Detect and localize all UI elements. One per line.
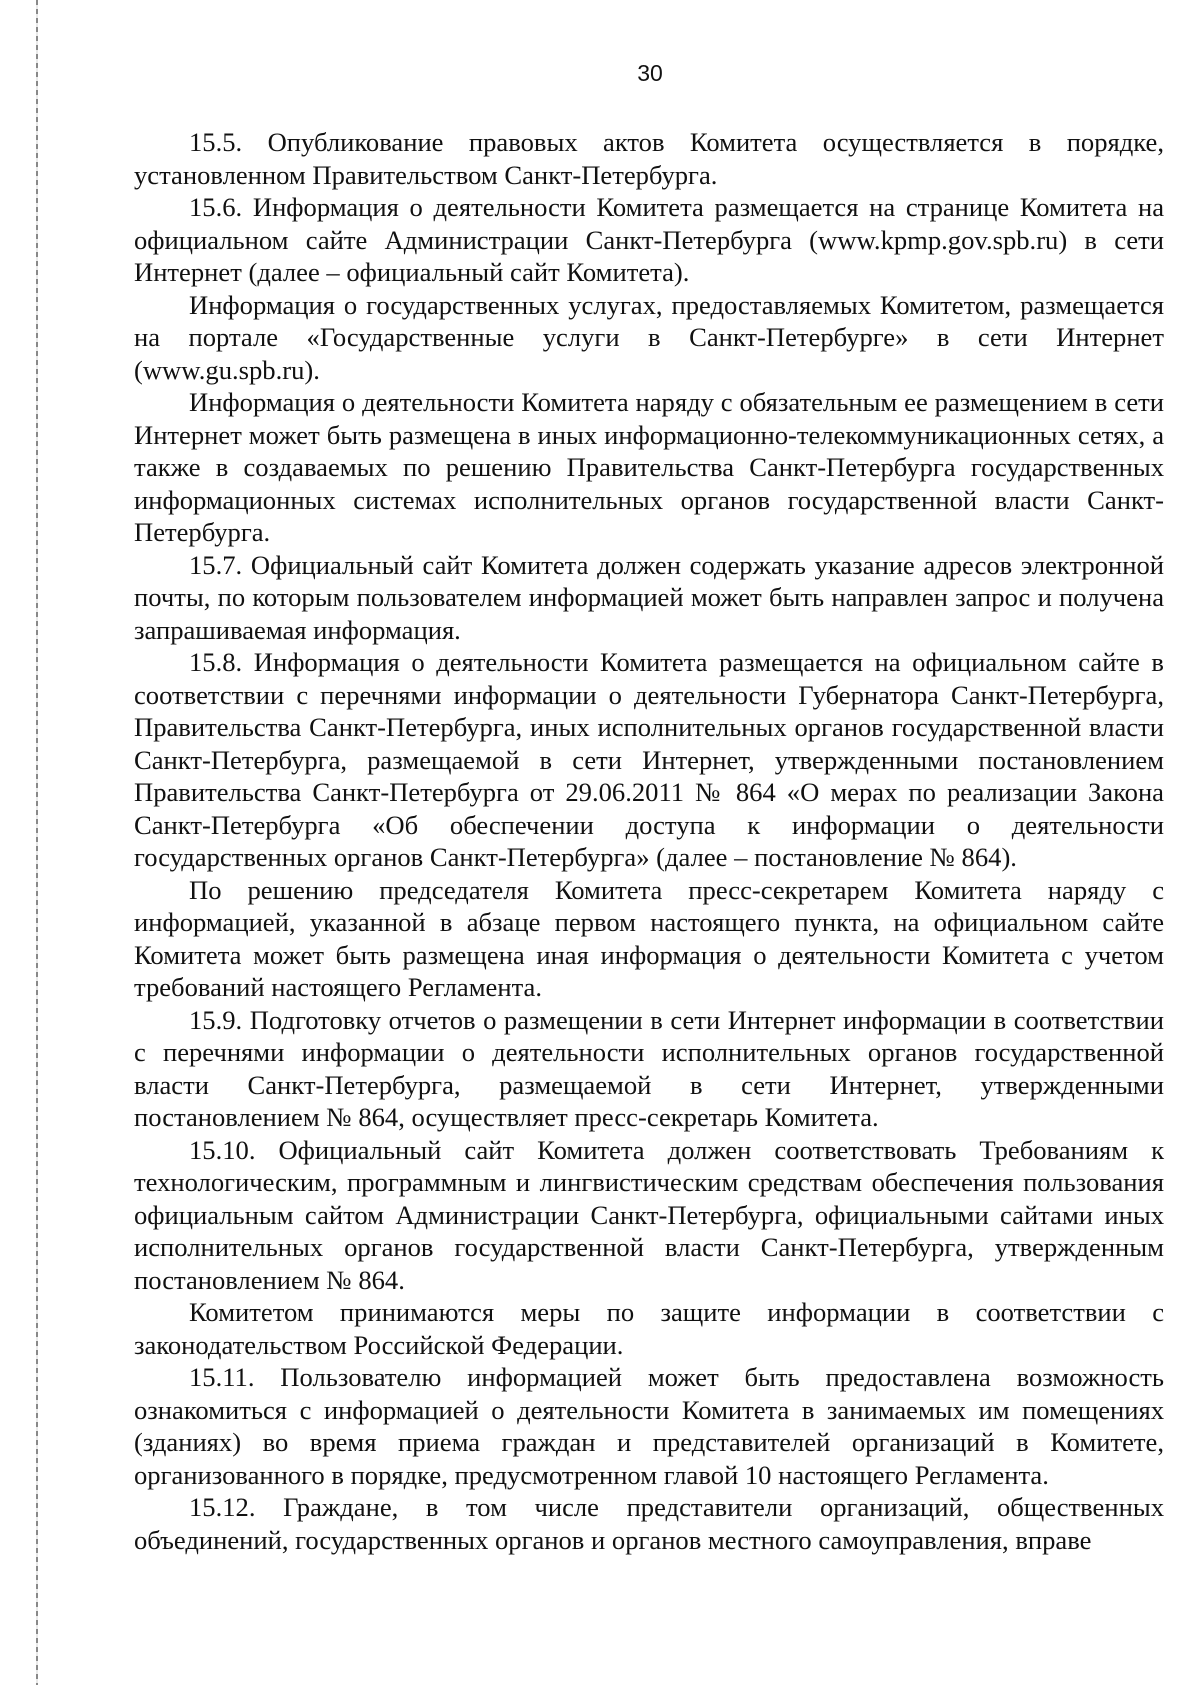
paragraph-15-12: 15.12. Граждане, в том числе представители организаций, общественных объединений, государственных органов и органов местного самоуправления, вправе [134, 1492, 1164, 1555]
paragraph-15-10: 15.10. Официальный сайт Комитета должен соответствовать Требованиям к технологическим, программным и лингвистическим средствам обеспечения пользования официальным сайтом Администрации Санкт-Петербурга, официальными сайтами иных исполнительных органов государственной власти Санкт-Петербурга, утвержденным постановлением № 864. [134, 1134, 1164, 1295]
paragraph-public-services-info: Информация о государственных услугах, предоставляемых Комитетом, размещается на портале «Государственные услуги в Санкт-Петербурге» в сети Интернет (www.gu.spb.ru). [134, 289, 1164, 385]
paragraph-15-8: 15.8. Информация о деятельности Комитета размещается на официальном сайте в соответствии с перечнями информации о деятельности Губернатора Санкт-Петербурга, Правительства Санкт-Петербурга, иных исполнительных органов государственной власти Санкт-Петербурга, размещаемой в сети Интернет, утвержденными постановлением Правительства Санкт-Петербурга от 29.06.2011 № 864 «О мерах по реализации Закона Санкт-Петербурга «Об обеспечении доступа к информации о деятельности государственных органов Санкт-Петербурга» (далее – постановление № 864). [134, 647, 1164, 872]
paragraph-15-9: 15.9. Подготовку отчетов о размещении в сети Интернет информации в соответствии с перечнями информации о деятельности исполнительных органов государственной власти Санкт-Петербурга, размещаемой в сети Интернет, утвержденными постановлением № 864, осуществляет пресс-секретарь Комитета. [134, 1004, 1164, 1132]
page-number: 30 [637, 60, 663, 86]
paragraph-other-networks: Информация о деятельности Комитета наряду с обязательным ее размещением в сети Интернет может быть размещена в иных информационно-телекоммуникационных сетях, а также в создаваемых по решению Правительства Санкт-Петербурга государственных информационных системах исполнительных органов государственной власти Санкт-Петербурга. [134, 387, 1164, 547]
paragraph-press-secretary-decision: По решению председателя Комитета пресс-секретарем Комитета наряду с информацией, указанной в абзаце первом настоящего пункта, на официальном сайте Комитета может быть размещена иная информация о деятельности Комитета с учетом требований настоящего Регламента. [134, 874, 1164, 1002]
scan-binding-edge [36, 0, 38, 1685]
paragraph-information-protection: Комитетом принимаются меры по защите информации в соответствии с законодательством Российской Федерации. [134, 1297, 1164, 1360]
paragraph-15-6: 15.6. Информация о деятельности Комитета размещается на странице Комитета на официальном сайте Администрации Санкт-Петербурга (www.kpmp.gov.spb.ru) в сети Интернет (далее – официальный сайт Комитета). [134, 192, 1164, 287]
paragraph-15-7: 15.7. Официальный сайт Комитета должен содержать указание адресов электронной почты, по которым пользователем информацией может быть направлен запрос и получена запрашиваемая информация. [134, 549, 1164, 645]
document-body [134, 126, 1164, 1556]
paragraph-15-5: 15.5. Опубликование правовых актов Комитета осуществляется в порядке, установленном Правительством Санкт-Петербурга. [134, 127, 1164, 190]
paragraph-15-11: 15.11. Пользователю информацией может быть предоставлена возможность ознакомиться с информацией о деятельности Комитета в занимаемых им помещениях (зданиях) во время приема граждан и представителей организаций в Комитете, организованного в порядке, предусмотренном главой 10 настоящего Регламента. [134, 1362, 1164, 1490]
